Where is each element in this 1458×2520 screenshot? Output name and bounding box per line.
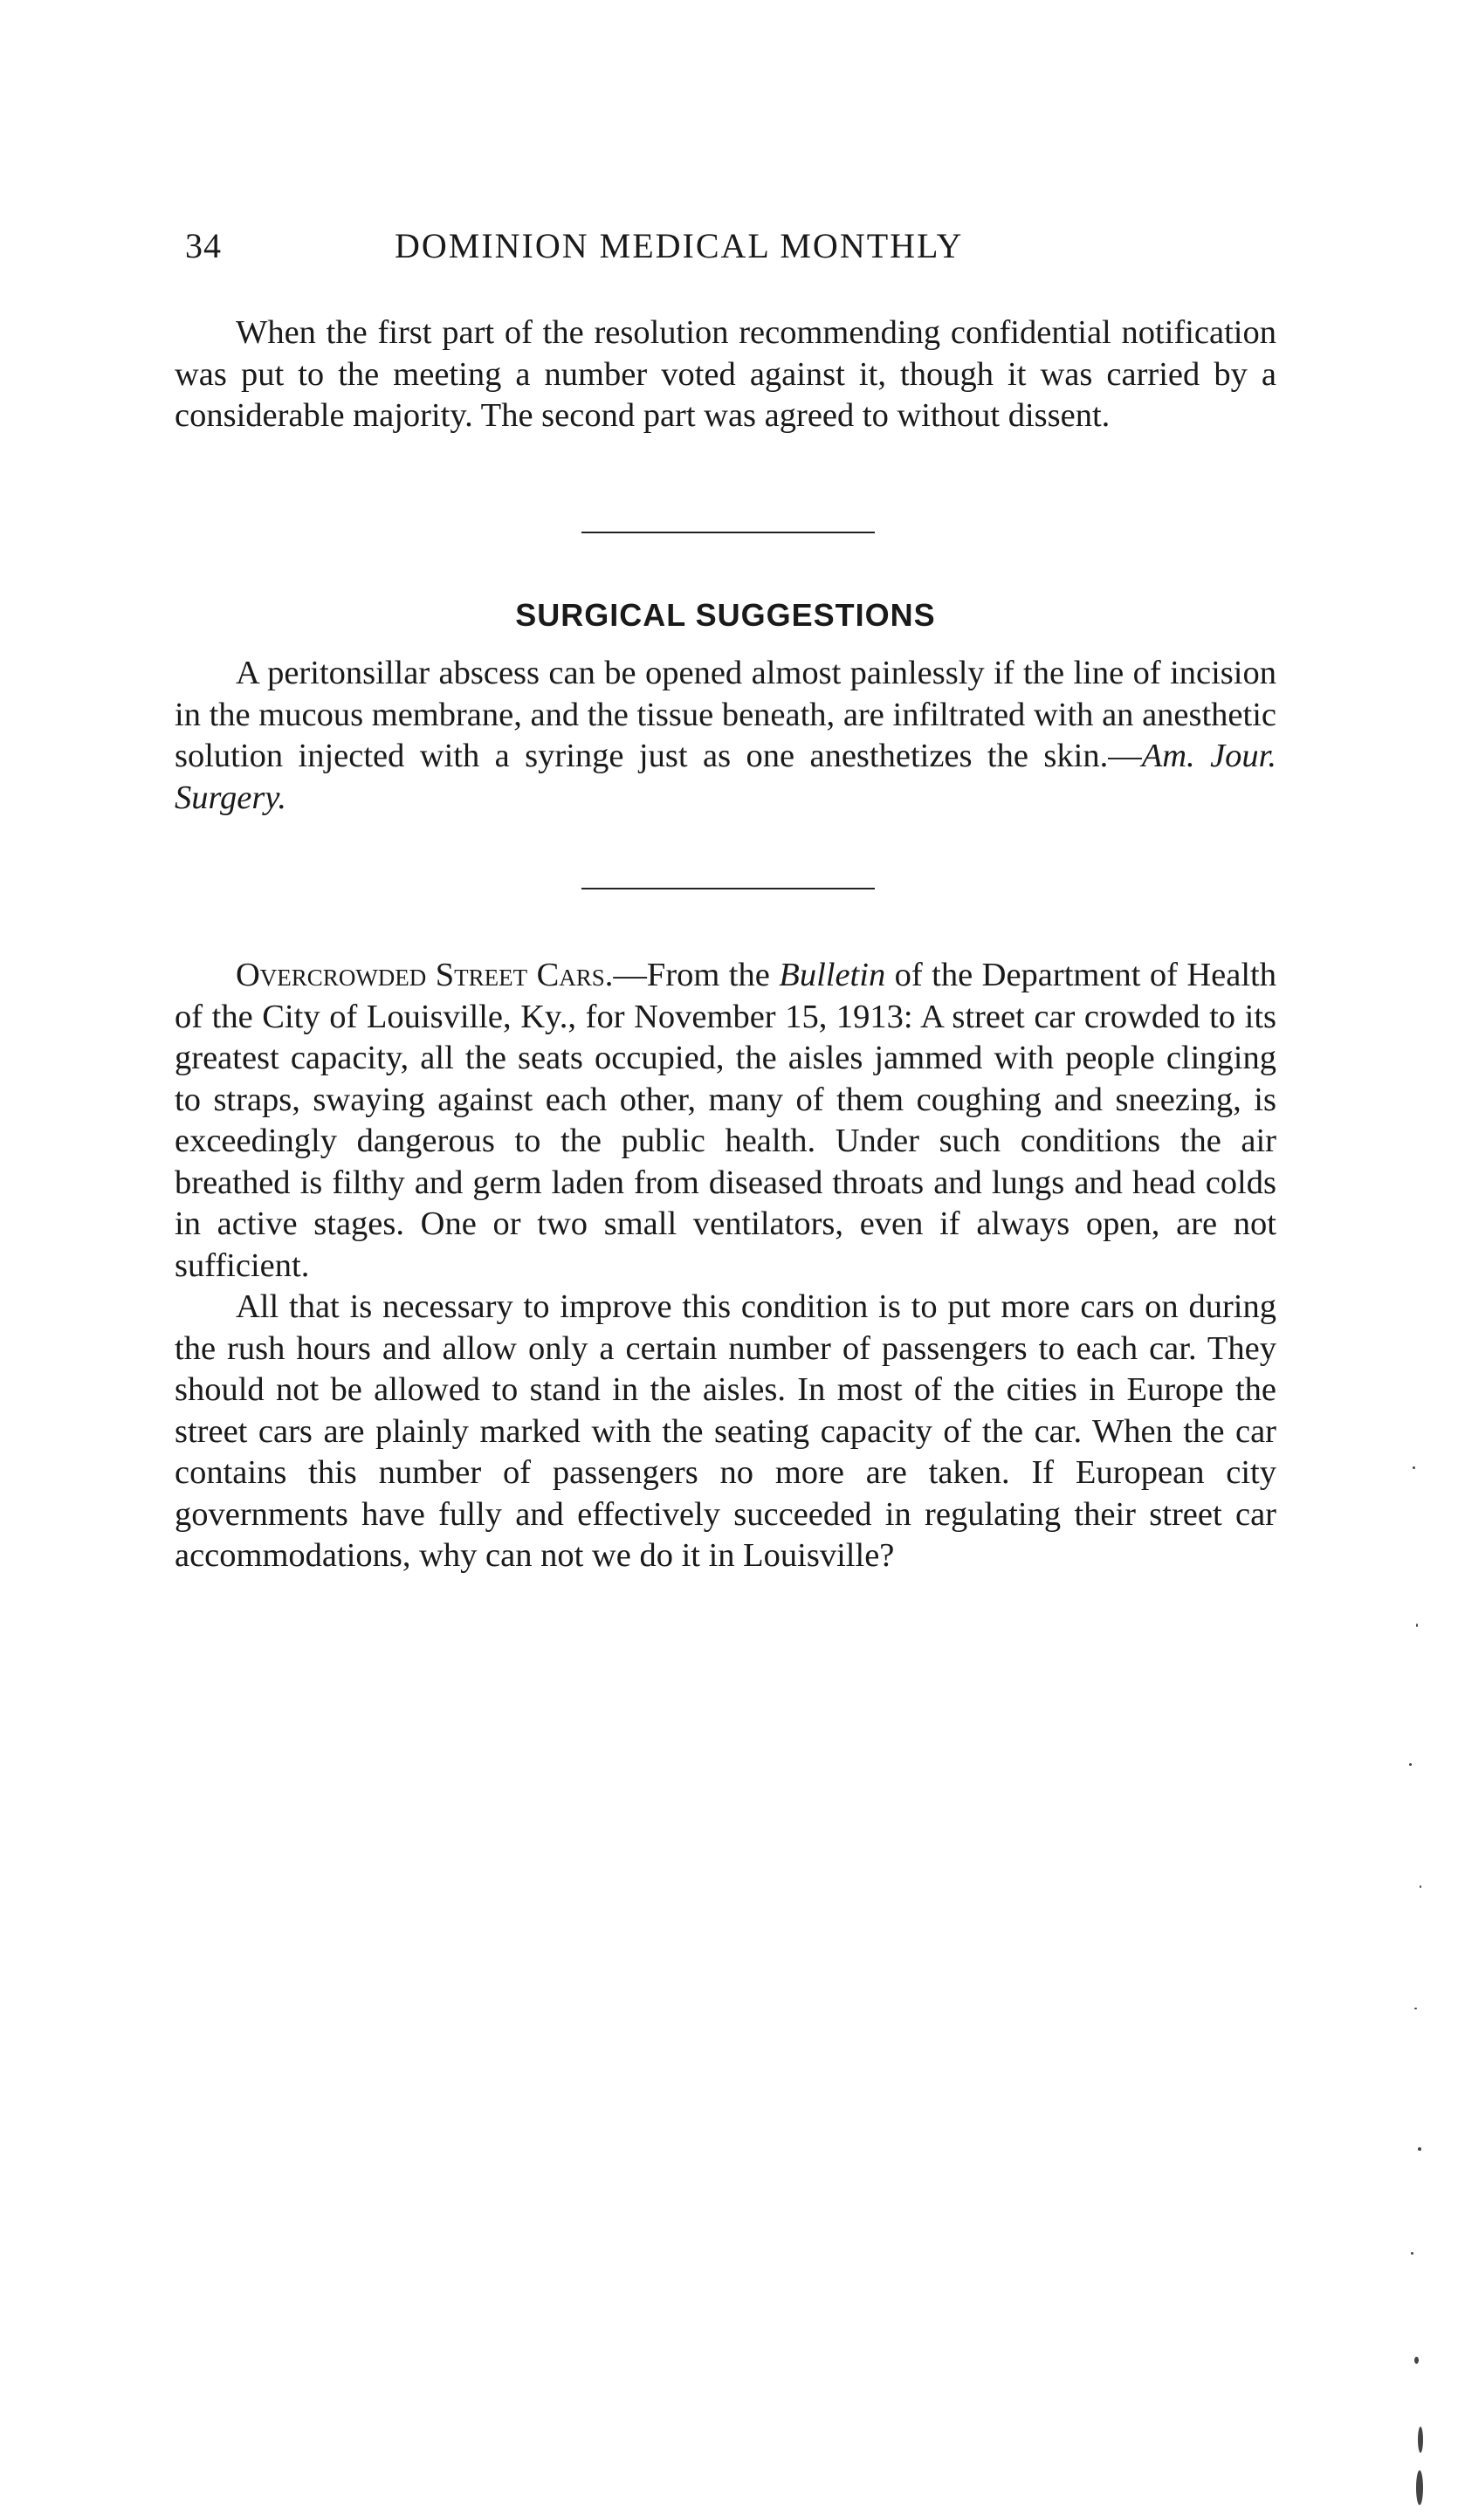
section-heading-surgical: SURGICAL SUGGESTIONS [515, 597, 936, 633]
continuation-paragraph: When the first part of the resolution recommending confidential notification was put to the meeting a number voted against it, though it was carried by a considerable majority. The second part was agreed to without dissent. [175, 314, 1276, 434]
surgical-text: A peritonsillar abscess can be opened almost painlessly if the line of incision in the mucous membrane, and the tissue beneath, are infiltrated with an anesthetic solution injected with a syringe just as one anesthetizes the skin.— [175, 655, 1276, 774]
street-cars-paragraph-2: All that is necessary to improve this condition is to put more cars on during the rush hours and allow only a certain number of passengers to each car. They should not be allowed to stand in the aisles. In most of the cities in Europe the street cars are plainly marked with the seating capacity of the car. When the car contains this number of passengers no more are taken. If European city governments have fully and effectively succeeded in regulating their street car accommodations, why can not we do it in Louisville? [175, 1288, 1276, 1574]
section-divider [581, 888, 875, 889]
article-paragraph-1-text: of the Department of Health of the City of Louisville, Ky., for November 15, 1913: A street car crowded to its greatest capacity, all the seats occupied, the aisles jammed with people clinging to straps, swaying against each other, many of them coughing and sneezing, is exceedingly dangerous to the public health. Under such conditions the air breathed is filthy and germ laden from diseased throats and lungs and head colds in active stages. One or two small ventilators, even if always open, are not sufficient. [175, 957, 1276, 1284]
scan-edge-noise [1397, 1397, 1432, 2514]
surgical-source: Am. Jour. Surgery. [175, 738, 1277, 816]
street-cars-article [175, 955, 1276, 1577]
surgical-paragraph [175, 653, 1276, 819]
page-number: 34 [185, 226, 222, 265]
journal-title: DOMINION MEDICAL MONTHLY [395, 226, 964, 265]
street-cars-paragraph-1 [175, 955, 1276, 1287]
bulletin-title: Bulletin [779, 957, 886, 993]
article-run-in-title: Overcrowded Street Cars. [236, 957, 614, 993]
article-intro: —From the [613, 957, 780, 993]
running-head [185, 225, 1067, 278]
section-divider [581, 532, 875, 533]
continuation-paragraph-block [175, 312, 1276, 437]
surgical-paragraph-block [175, 653, 1276, 819]
